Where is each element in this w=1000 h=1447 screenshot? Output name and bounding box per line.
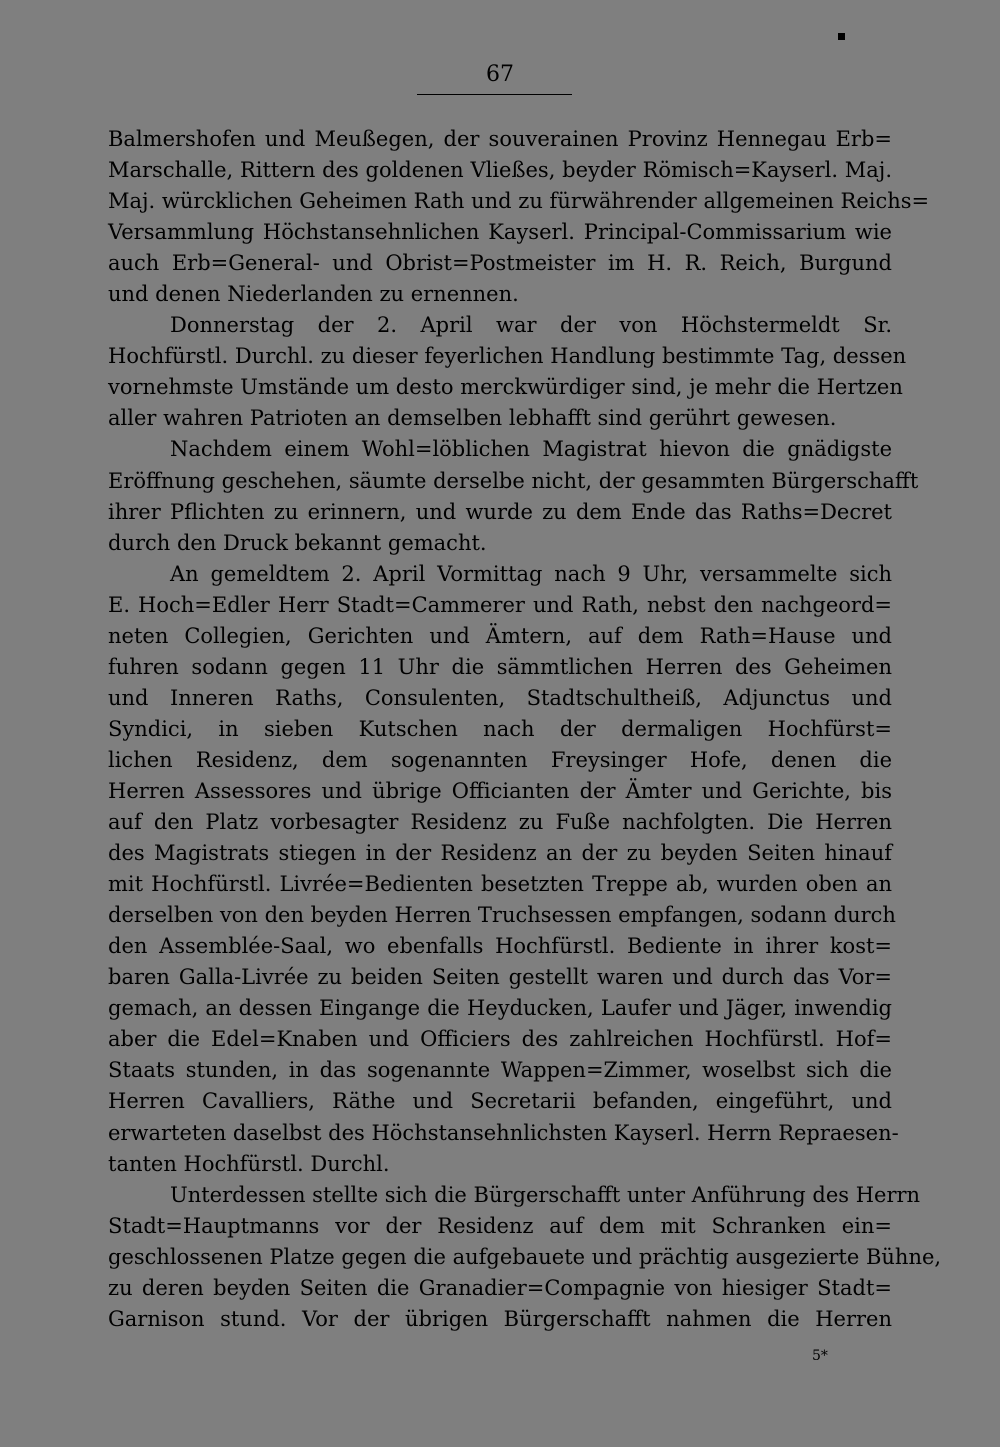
text-line: Marschalle, Rittern des goldenen Vließes, beyder Römisch=Kayserl. Maj. (108, 158, 892, 183)
text-line: Balmershofen und Meußegen, der souverainen Provinz Hennegau Erb= (108, 127, 892, 151)
text-line: geschlossenen Platze gegen die aufgebauete und prächtig ausgezierte Bühne, (108, 1244, 942, 1269)
text-line: Hochfürstl. Durchl. zu dieser feyerlichen Handlung bestimmte Tag, dessen (108, 344, 907, 369)
text-line: des Magistrats stiegen in der Residenz an der zu beyden Seiten hinauf (108, 841, 892, 866)
text-line: vornehmste Umstände um desto merckwürdiger sind, je mehr die Hertzen (108, 375, 903, 400)
header-rule (417, 94, 572, 95)
text-line: fuhren sodann gegen 11 Uhr die sämmtlichen Herren des Geheimen (108, 654, 892, 679)
text-line: auch Erb=General- und Obrist=Postmeister im H. R. Reich, Burgund (108, 251, 892, 276)
text-line: Garnison stund. Vor der übrigen Bürgerschafft nahmen die Herren (108, 1306, 892, 1331)
text-line: Unterdessen stellte sich die Bürgerschafft unter Anführung des Herrn (170, 1182, 921, 1207)
text-line: An gemeldtem 2. April Vormittag nach 9 Uhr, versammelte sich (170, 561, 892, 586)
text-line: aller wahren Patrioten an demselben lebhafft sind gerührt gewesen. (108, 406, 837, 431)
page-number: 67 (486, 62, 514, 87)
text-line: zu deren beyden Seiten die Granadier=Compagnie von hiesiger Stadt= (108, 1275, 892, 1300)
text-line: Nachdem einem Wohl=löblichen Magistrat hievon die gnädigste (170, 437, 892, 462)
text-line: derselben von den beyden Herren Truchsessen empfangen, sodann durch (108, 903, 896, 928)
text-line: gemach, an dessen Eingange die Heyducken, Laufer und Jäger, inwendig (108, 996, 892, 1021)
signature-mark: 5* (812, 1348, 828, 1364)
text-line: Herren Assessores und übrige Officianten der Ämter und Gerichte, bis (108, 778, 892, 803)
text-line: und denen Niederlanden zu ernennen. (108, 282, 519, 307)
text-line: und Inneren Raths, Consulenten, Stadtschultheiß, Adjunctus und (108, 685, 892, 710)
text-line: ihrer Pflichten zu erinnern, und wurde zu dem Ende das Raths=Decret (108, 499, 892, 524)
text-line: aber die Edel=Knaben und Officiers des zahlreichen Hochfürstl. Hof= (108, 1027, 892, 1052)
text-line: E. Hoch=Edler Herr Stadt=Cammerer und Rath, nebst den nachgeord= (108, 592, 892, 617)
text-line: tanten Hochfürstl. Durchl. (108, 1151, 390, 1176)
text-line: lichen Residenz, dem sogenannten Freysinger Hofe, denen die (108, 747, 892, 772)
text-line: durch den Druck bekannt gemacht. (108, 530, 487, 555)
corner-mark (838, 33, 845, 40)
text-line: auf den Platz vorbesagter Residenz zu Fuße nachfolgten. Die Herren (108, 810, 892, 835)
text-line: Maj. würcklichen Geheimen Rath und zu fürwährender allgemeinen Reichs= (108, 189, 930, 214)
text-line: Eröffnung geschehen, säumte derselbe nicht, der gesammten Bürgerschafft (108, 468, 919, 493)
text-line: Staats stunden, in das sogenannte Wappen=Zimmer, woselbst sich die (108, 1058, 892, 1083)
text-line: Stadt=Hauptmanns vor der Residenz auf dem mit Schranken ein= (108, 1213, 892, 1238)
text-line: Herren Cavalliers, Räthe und Secretarii befanden, eingeführt, und (108, 1089, 892, 1114)
text-line: erwarteten daselbst des Höchstansehnlichsten Kayserl. Herrn Repraesen- (108, 1120, 899, 1145)
body-text (108, 124, 942, 1335)
text-line: Syndici, in sieben Kutschen nach der dermaligen Hochfürst= (108, 716, 892, 741)
text-line: den Assemblée-Saal, wo ebenfalls Hochfürstl. Bediente in ihrer kost= (108, 934, 892, 959)
text-line: neten Collegien, Gerichten und Ämtern, auf dem Rath=Hause und (108, 623, 892, 648)
text-line: mit Hochfürstl. Livrée=Bedienten besetzten Treppe ab, wurden oben an (108, 872, 892, 897)
text-line: baren Galla-Livrée zu beiden Seiten gestellt waren und durch das Vor= (108, 965, 892, 990)
text-line: Donnerstag der 2. April war der von Höchstermeldt Sr. (170, 313, 892, 338)
text-line: Versammlung Höchstansehnlichen Kayserl. Principal-Commissarium wie (108, 220, 892, 245)
